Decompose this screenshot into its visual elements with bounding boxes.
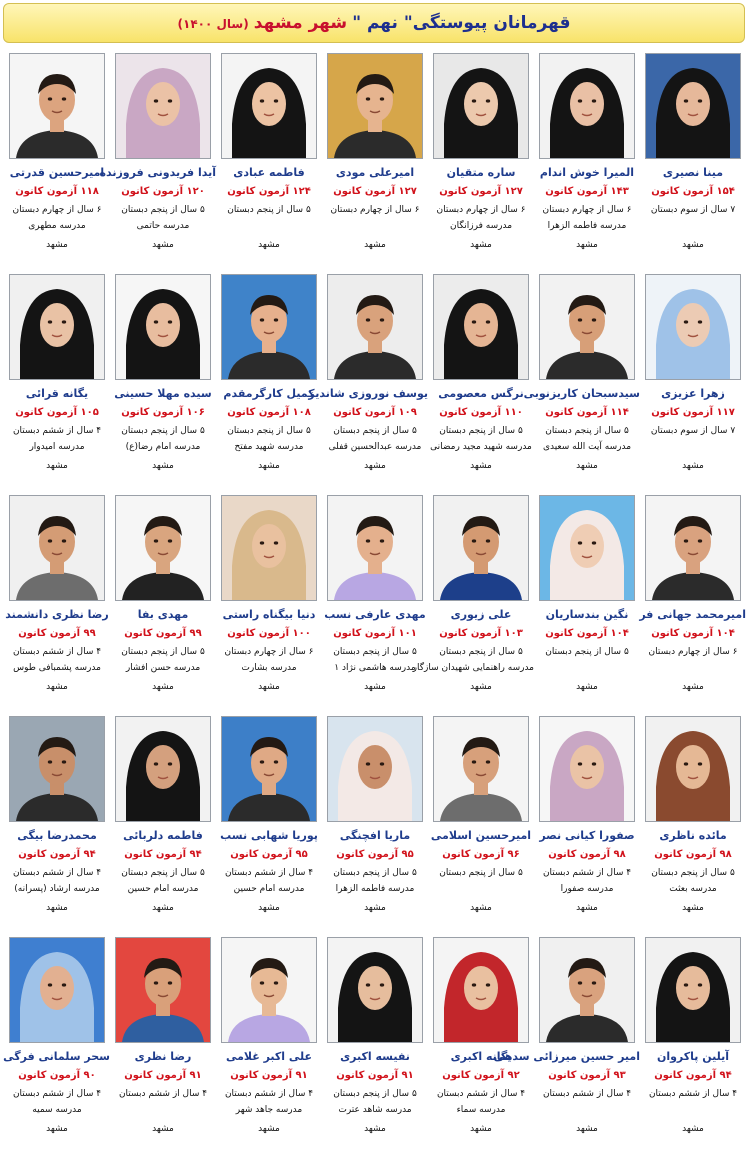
student-school xyxy=(216,220,322,232)
student-years: ۶ سال از چهارم دبستان xyxy=(542,205,632,215)
student-school: مدرسه امیدوار xyxy=(29,442,85,452)
student-photo xyxy=(115,716,211,822)
student-score: ۹۱ آزمون کانون xyxy=(230,1070,308,1081)
student-school: مدرسه عبدالحسین قفلی xyxy=(328,442,422,452)
student-photo xyxy=(433,53,529,159)
student-years: ۵ سال از پنجم دبستان xyxy=(121,868,205,878)
student-school xyxy=(640,662,746,674)
student-city: مشهد xyxy=(46,1124,68,1134)
student-photo xyxy=(9,716,105,822)
student-score: ۱۰۴ آزمون کانون xyxy=(545,628,629,639)
student-photo xyxy=(327,53,423,159)
student-city: مشهد xyxy=(46,461,68,471)
student-school: مدرسه هاشمی نژاد ۱ xyxy=(334,663,416,673)
student-years: ۶ سال از چهارم دبستان xyxy=(648,647,738,657)
student-score: ۹۸ آزمون کانون xyxy=(654,849,732,860)
student-photo xyxy=(9,274,105,380)
student-city: مشهد xyxy=(576,461,598,471)
student-photo xyxy=(539,495,635,601)
student-school: مدرسه بشارت xyxy=(241,663,297,673)
student-years: ۵ سال از پنجم دبستان xyxy=(439,868,523,878)
student-city: مشهد xyxy=(152,1124,174,1134)
student-score: ۹۲ آزمون کانون xyxy=(442,1070,520,1081)
student-name: کمیل کارگرمقدم xyxy=(223,387,315,400)
student-card xyxy=(534,713,640,934)
student-years: ۵ سال از پنجم دبستان xyxy=(121,647,205,657)
student-name: فاطمه دلربائی xyxy=(123,829,203,842)
student-years: ۵ سال از پنجم دبستان xyxy=(439,426,523,436)
student-name: امیرحسین قدرتی xyxy=(9,166,105,179)
student-years: ۴ سال از ششم دبستان xyxy=(12,426,102,436)
student-school: مدرسه حاتمی xyxy=(136,221,190,231)
header-year: (سال ۱۴۰۰) xyxy=(177,17,249,31)
student-score: ۱۰۴ آزمون کانون xyxy=(651,628,735,639)
student-name: نرگس معصومی xyxy=(438,387,524,400)
student-school: مدرسه بعثت xyxy=(669,884,717,894)
student-years: ۴ سال از ششم دبستان xyxy=(224,868,314,878)
student-city: مشهد xyxy=(258,461,280,471)
student-name: مهدی بفا xyxy=(137,608,189,621)
student-city: مشهد xyxy=(682,461,704,471)
student-city: مشهد xyxy=(364,1124,386,1134)
student-score: ۹۱ آزمون کانون xyxy=(124,1070,202,1081)
student-years: ۵ سال از پنجم دبستان xyxy=(651,868,735,878)
student-score: ۹۰ آزمون کانون xyxy=(18,1070,96,1081)
student-name: نفیسه اکبری xyxy=(340,1050,410,1063)
student-photo xyxy=(327,274,423,380)
student-name: یوسف نوروزی شاندیز xyxy=(308,387,428,400)
student-score: ۹۳ آزمون کانون xyxy=(548,1070,626,1081)
student-school: مدرسه مطهری xyxy=(28,221,86,231)
student-card xyxy=(4,50,110,271)
student-score: ۹۱ آزمون کانون xyxy=(336,1070,414,1081)
student-photo xyxy=(327,495,423,601)
student-years: ۶ سال از چهارم دبستان xyxy=(436,205,526,215)
student-photo xyxy=(645,274,741,380)
student-score: ۹۹ آزمون کانون xyxy=(124,628,202,639)
student-years: ۵ سال از پنجم دبستان xyxy=(121,205,205,215)
student-school: مدرسه آیت الله سعیدی xyxy=(542,442,632,452)
student-score: ۱۵۴ آزمون کانون xyxy=(651,186,735,197)
student-card xyxy=(322,50,428,271)
student-name: محمدرضا بیگی xyxy=(17,829,97,842)
student-years: ۴ سال از ششم دبستان xyxy=(118,1089,208,1099)
student-city: مشهد xyxy=(46,903,68,913)
student-name: پوریا شهابی نسب xyxy=(220,829,318,842)
student-city: مشهد xyxy=(364,461,386,471)
student-city: مشهد xyxy=(46,682,68,692)
student-school xyxy=(640,1104,746,1116)
student-name: یگانه اکبری xyxy=(450,1050,512,1063)
student-years: ۴ سال از ششم دبستان xyxy=(542,1089,632,1099)
student-city: مشهد xyxy=(258,240,280,250)
student-city: مشهد xyxy=(682,903,704,913)
student-card xyxy=(493,934,640,1155)
student-city: مشهد xyxy=(152,461,174,471)
student-score: ۱۲۷ آزمون کانون xyxy=(333,186,417,197)
student-photo xyxy=(221,274,317,380)
student-years: ۵ سال از پنجم دبستان xyxy=(333,426,417,436)
student-score: ۱۰۱ آزمون کانون xyxy=(333,628,417,639)
student-years: ۵ سال از پنجم دبستان xyxy=(333,647,417,657)
student-school: مدرسه شهید مجید رمضانی xyxy=(430,442,532,452)
student-years: ۴ سال از ششم دبستان xyxy=(436,1089,526,1099)
student-score: ۹۵ آزمون کانون xyxy=(230,849,308,860)
student-photo xyxy=(539,53,635,159)
student-card xyxy=(99,50,216,271)
student-photo xyxy=(327,937,423,1043)
student-city: مشهد xyxy=(46,240,68,250)
student-school: مدرسه پشمبافی طوس xyxy=(13,663,101,673)
student-score: ۹۸ آزمون کانون xyxy=(548,849,626,860)
student-school xyxy=(534,1104,640,1116)
student-school: مدرسه فاطمه الزهرا xyxy=(335,884,415,894)
student-city: مشهد xyxy=(470,240,492,250)
student-name: علی اکبر غلامی xyxy=(225,1050,313,1063)
student-years: ۵ سال از پنجم دبستان xyxy=(227,205,311,215)
student-years: ۵ سال از پنجم دبستان xyxy=(121,426,205,436)
student-card xyxy=(110,492,216,713)
student-city: مشهد xyxy=(682,240,704,250)
student-years: ۵ سال از پنجم دبستان xyxy=(227,426,311,436)
student-photo xyxy=(115,274,211,380)
student-name: یگانه قرائی xyxy=(25,387,89,400)
student-card xyxy=(428,934,534,1155)
student-school: مدرسه راهنمایی شهیدان سازگار xyxy=(412,663,534,673)
student-photo xyxy=(645,937,741,1043)
student-score: ۹۵ آزمون کانون xyxy=(336,849,414,860)
student-card xyxy=(534,50,640,271)
student-school: مدرسه حسن افشار xyxy=(125,663,201,673)
header-city: شهر مشهد xyxy=(253,13,348,33)
student-card xyxy=(428,50,534,271)
student-score: ۹۴ آزمون کانون xyxy=(654,1070,732,1081)
student-name: امیرحسین اسلامی xyxy=(430,829,532,842)
student-name: سیدسبحان کاریزنوبی xyxy=(523,387,640,400)
student-score: ۹۹ آزمون کانون xyxy=(18,628,96,639)
student-years: ۴ سال از ششم دبستان xyxy=(542,868,632,878)
student-score: ۱۱۸ آزمون کانون xyxy=(15,186,99,197)
student-photo xyxy=(539,716,635,822)
student-name: آیلین پاکروان xyxy=(656,1050,730,1063)
student-city: مشهد xyxy=(576,682,598,692)
student-years: ۵ سال از پنجم دبستان xyxy=(333,868,417,878)
student-city: مشهد xyxy=(258,1124,280,1134)
student-card xyxy=(216,492,322,713)
students-grid xyxy=(4,50,746,1155)
student-name: امیر حسین میرزائی سدهی xyxy=(493,1050,640,1063)
student-photo xyxy=(327,716,423,822)
student-photo xyxy=(433,495,529,601)
student-name: فاطمه عبادی xyxy=(233,166,305,179)
student-school: مدرسه سماء xyxy=(456,1105,506,1115)
student-score: ۱۴۳ آزمون کانون xyxy=(545,186,629,197)
student-photo xyxy=(539,274,635,380)
student-school xyxy=(534,662,640,674)
student-photo xyxy=(433,716,529,822)
student-city: مشهد xyxy=(364,682,386,692)
student-school xyxy=(640,441,746,453)
student-years: ۴ سال از ششم دبستان xyxy=(12,647,102,657)
student-photo xyxy=(9,53,105,159)
student-school: مدرسه ارشاد (پسرانه) xyxy=(14,884,100,894)
student-school: مدرسه امام حسین xyxy=(127,884,199,894)
student-name: آیدا فریدونی فروزنده xyxy=(99,166,216,179)
student-years: ۶ سال از چهارم دبستان xyxy=(12,205,102,215)
student-school: مدرسه فاطمه الزهرا xyxy=(547,221,627,231)
student-school: مدرسه فرزانگان xyxy=(449,221,513,231)
student-name: المیرا خوش اندام xyxy=(539,166,635,179)
student-city: مشهد xyxy=(258,682,280,692)
student-school: مدرسه شاهد عترت xyxy=(338,1105,412,1115)
student-card xyxy=(4,271,110,492)
student-card xyxy=(534,492,640,713)
student-card xyxy=(523,271,640,492)
student-card xyxy=(110,271,216,492)
student-years: ۵ سال از پنجم دبستان xyxy=(545,426,629,436)
student-city: مشهد xyxy=(152,682,174,692)
student-photo xyxy=(433,937,529,1043)
student-years: ۷ سال از سوم دبستان xyxy=(650,426,736,436)
student-years: ۵ سال از پنجم دبستان xyxy=(439,647,523,657)
student-years: ۴ سال از ششم دبستان xyxy=(12,868,102,878)
student-city: مشهد xyxy=(258,903,280,913)
student-name: سیده مهلا حسینی xyxy=(114,387,212,400)
student-school: مدرسه امام رضا(ع) xyxy=(125,442,201,452)
student-city: مشهد xyxy=(152,240,174,250)
student-score: ۱۲۰ آزمون کانون xyxy=(121,186,205,197)
student-photo xyxy=(645,716,741,822)
student-photo xyxy=(115,937,211,1043)
student-score: ۱۰۹ آزمون کانون xyxy=(333,407,417,418)
student-years: ۴ سال از ششم دبستان xyxy=(648,1089,738,1099)
student-card xyxy=(4,713,110,934)
student-city: مشهد xyxy=(152,903,174,913)
student-city: مشهد xyxy=(576,903,598,913)
student-photo xyxy=(645,495,741,601)
student-score: ۱۰۰ آزمون کانون xyxy=(227,628,311,639)
student-years: ۶ سال از چهارم دبستان xyxy=(224,647,314,657)
student-city: مشهد xyxy=(364,903,386,913)
student-card xyxy=(428,271,534,492)
student-score: ۱۲۷ آزمون کانون xyxy=(439,186,523,197)
student-years: ۵ سال از پنجم دبستان xyxy=(545,647,629,657)
student-card xyxy=(640,934,746,1155)
student-school: مدرسه شهید مفتح xyxy=(234,442,304,452)
student-card xyxy=(640,713,746,934)
student-score: ۱۱۰ آزمون کانون xyxy=(439,407,523,418)
student-years: ۴ سال از ششم دبستان xyxy=(12,1089,102,1099)
student-name: ساره متقیان xyxy=(446,166,516,179)
student-card xyxy=(322,713,428,934)
student-photo xyxy=(221,937,317,1043)
student-photo xyxy=(115,53,211,159)
page-header-banner xyxy=(3,3,745,43)
student-city: مشهد xyxy=(576,240,598,250)
student-years: ۶ سال از چهارم دبستان xyxy=(330,205,420,215)
student-name: نگین بندساریان xyxy=(545,608,629,621)
student-name: زهرا عزیزی xyxy=(661,387,725,400)
student-city: مشهد xyxy=(470,682,492,692)
student-card xyxy=(110,713,216,934)
student-card xyxy=(216,50,322,271)
student-years: ۴ سال از ششم دبستان xyxy=(224,1089,314,1099)
student-photo xyxy=(221,53,317,159)
student-name: صفورا کیانی نصر xyxy=(539,829,635,842)
student-score: ۱۰۵ آزمون کانون xyxy=(15,407,99,418)
student-years: ۵ سال از پنجم دبستان xyxy=(333,1089,417,1099)
student-card xyxy=(308,271,428,492)
student-school xyxy=(428,883,534,895)
student-photo xyxy=(433,274,529,380)
student-score: ۱۰۶ آزمون کانون xyxy=(121,407,205,418)
student-city: مشهد xyxy=(682,1124,704,1134)
student-photo xyxy=(221,716,317,822)
student-score: ۹۴ آزمون کانون xyxy=(18,849,96,860)
student-years: ۷ سال از سوم دبستان xyxy=(650,205,736,215)
student-school xyxy=(322,220,428,232)
student-card xyxy=(640,271,746,492)
student-name: سحر سلمانی فرگی xyxy=(3,1050,110,1063)
student-photo xyxy=(115,495,211,601)
student-school xyxy=(640,220,746,232)
student-city: مشهد xyxy=(364,240,386,250)
student-card xyxy=(216,271,322,492)
student-name: مهدی عارفی نسب xyxy=(324,608,426,621)
student-card xyxy=(4,492,110,713)
student-photo xyxy=(9,937,105,1043)
student-name: دنیا بیگناه راستی xyxy=(222,608,316,621)
student-photo xyxy=(221,495,317,601)
student-score: ۱۰۸ آزمون کانون xyxy=(227,407,311,418)
student-name: امیرعلی مودی xyxy=(335,166,415,179)
student-name: امیرمحمد جهانی فر xyxy=(639,608,746,621)
student-card xyxy=(216,934,322,1155)
student-card xyxy=(322,934,428,1155)
student-card xyxy=(110,934,216,1155)
student-name: ماریا افچنگی xyxy=(339,829,411,842)
student-photo xyxy=(539,937,635,1043)
student-card xyxy=(4,934,110,1155)
student-school: مدرسه جاهد شهر xyxy=(235,1105,303,1115)
student-city: مشهد xyxy=(576,1124,598,1134)
student-score: ۹۴ آزمون کانون xyxy=(124,849,202,860)
student-city: مشهد xyxy=(682,682,704,692)
student-card xyxy=(640,50,746,271)
student-card xyxy=(412,492,534,713)
student-school: مدرسه امام حسین xyxy=(233,884,305,894)
student-score: ۱۲۴ آزمون کانون xyxy=(227,186,311,197)
student-school: مدرسه سمیه xyxy=(32,1105,82,1115)
student-city: مشهد xyxy=(470,461,492,471)
student-photo xyxy=(9,495,105,601)
student-name: مینا نصیری xyxy=(662,166,724,179)
student-card xyxy=(428,713,534,934)
student-city: مشهد xyxy=(470,903,492,913)
student-photo xyxy=(645,53,741,159)
student-school xyxy=(110,1104,216,1116)
student-name: رضا نظری دانشمند xyxy=(5,608,109,621)
student-name: مائده ناظری xyxy=(659,829,727,842)
student-name: علی زیوری xyxy=(450,608,512,621)
student-city: مشهد xyxy=(470,1124,492,1134)
student-score: ۱۱۴ آزمون کانون xyxy=(545,407,629,418)
student-card xyxy=(216,713,322,934)
student-score: ۹۶ آزمون کانون xyxy=(442,849,520,860)
header-title: قهرمانان پیوستگی" نهم " xyxy=(352,13,571,33)
student-school: مدرسه صفورا xyxy=(560,884,614,894)
student-name: رضا نظری xyxy=(134,1050,192,1063)
student-card xyxy=(322,492,428,713)
student-score: ۱۱۷ آزمون کانون xyxy=(651,407,735,418)
student-score: ۱۰۳ آزمون کانون xyxy=(439,628,523,639)
student-card xyxy=(640,492,746,713)
